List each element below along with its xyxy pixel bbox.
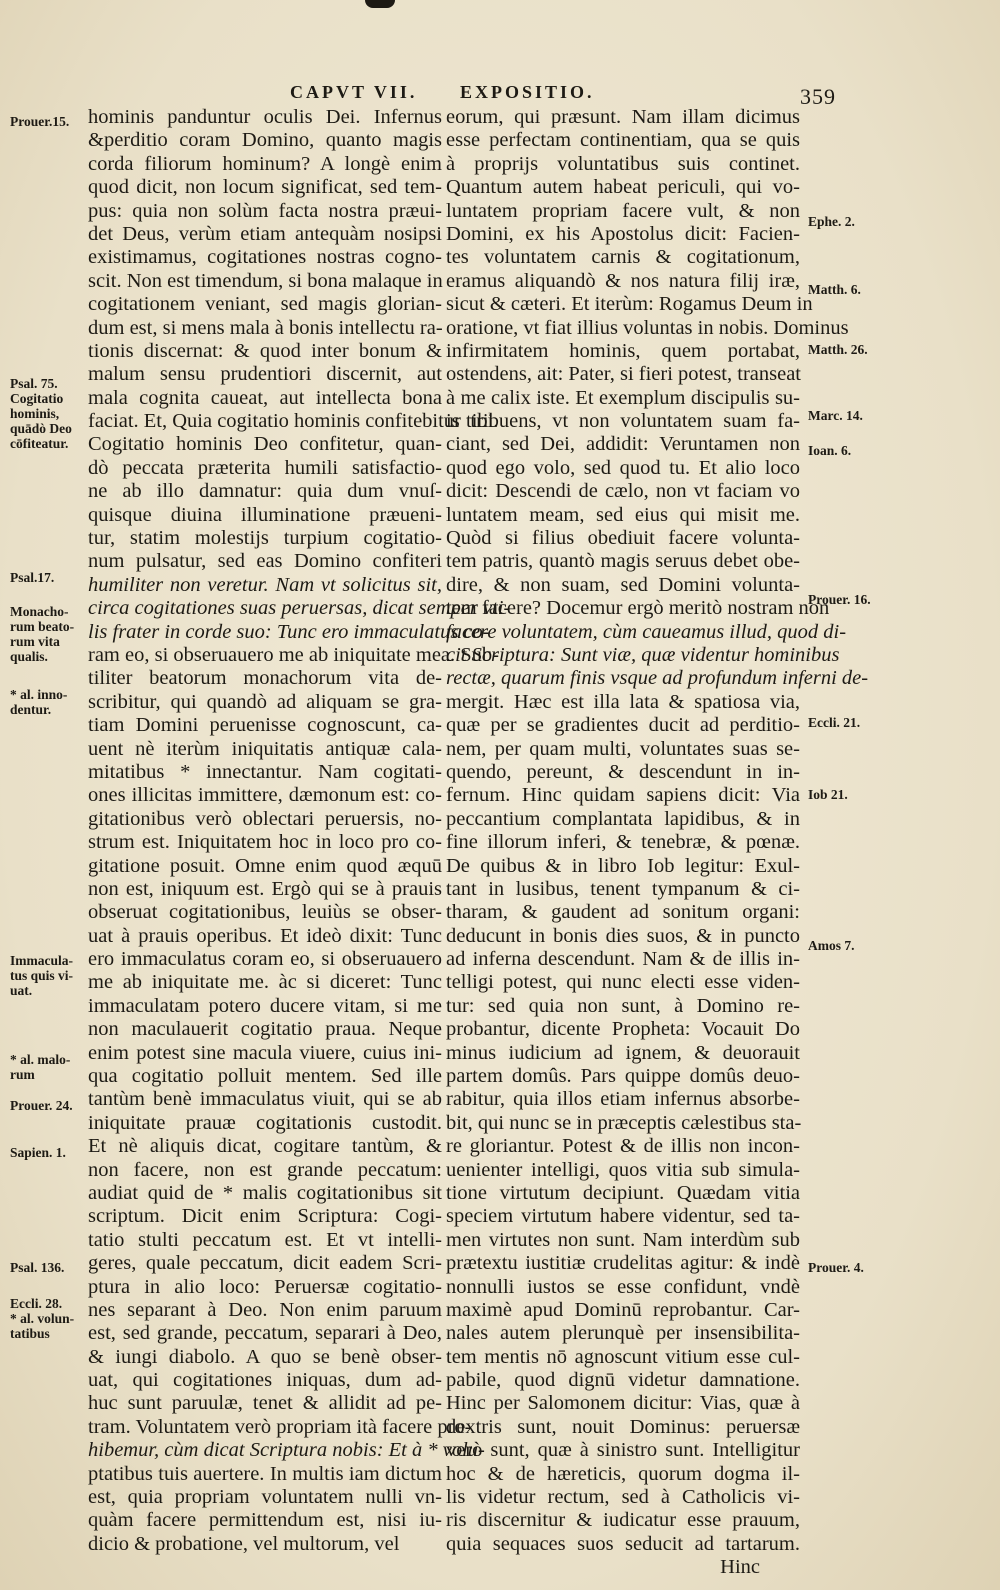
text-line: uat à prauis operibus. Et ideò dixit: Tunc: [88, 924, 442, 947]
text-line: faciat. Et, Quia cogitatio hominis confitebitur tibi.: [88, 410, 499, 433]
text-line: num pulsatur, sed eas Domino confiteri: [88, 550, 442, 573]
text-line: quod ego volo, sed quod tu. Et alio loco: [446, 456, 800, 479]
text-line: ne ab illo damnatur: quia dum vnuſ-: [88, 480, 442, 503]
margin-note: Marc. 14.: [808, 408, 863, 423]
text-line: scribitur, qui quandò ad aliquam se gra-: [88, 690, 442, 713]
text-line: nes separant à Deo. Non enim paruum: [88, 1298, 442, 1321]
text-line: tem patris, quantò magis seruus debet obe-: [446, 550, 800, 573]
text-line: dicio & probatione, vel multorum, vel: [88, 1532, 400, 1555]
text-line: minus iudicium ad ignem, & deuorauit: [446, 1041, 800, 1064]
text-line: tem mentis nō agnoscunt vitium esse cul-: [446, 1345, 800, 1368]
text-line: peccantium complantata lapidibus, & in: [446, 807, 800, 830]
text-line: hoc & de hæreticis, quorum dogma il-: [446, 1462, 800, 1485]
margin-note: Prouer. 24.: [10, 1098, 73, 1113]
text-line: à me calix iste. Et exemplum discipulis su-: [446, 386, 800, 409]
text-line: non facere, non est grande peccatum:: [88, 1158, 442, 1181]
text-line: ciant, sed Dei, addidit: Veruntamen non: [446, 433, 800, 456]
text-line: tione virtutum decipiunt. Quædam vitia: [446, 1181, 800, 1204]
text-line: luntatem meam, sed eius qui misit me.: [446, 503, 800, 526]
text-line: is tribuens, vt non voluntatem suam fa-: [446, 410, 800, 433]
text-line: tharam, & gaudent ad sonitum organi:: [446, 901, 800, 924]
text-line: uent nè iterùm iniquitatis antiquæ cala-: [88, 737, 442, 760]
text-line: lis frater in corde suo: Tunc ero immaculatus co-: [88, 620, 490, 643]
text-line: rectæ, quarum finis vsque ad profundum inferni de-: [446, 667, 869, 690]
text-line: quod dicit, non locum significat, sed tem-: [88, 176, 442, 199]
text-line: sicut & cæteri. Et iterùm: Rogamus Deum in: [446, 293, 813, 316]
text-line: tantùm benè immaculatus viuit, qui se ab: [88, 1088, 442, 1111]
margin-note: Prouer. 4.: [808, 1260, 864, 1275]
text-line: corda filiorum hominum? A longè enim: [88, 152, 442, 175]
text-line: pabile, quod dignū videtur damnatione.: [446, 1369, 800, 1392]
margin-note: Matth. 6.: [808, 282, 861, 297]
text-line: tionis discernat: & quod inter bonum &: [88, 339, 442, 362]
text-line: iniquitate prauæ cogitationis custodit.: [88, 1111, 442, 1134]
text-line: ptatibus tuis auertere. In multis iam dictum: [88, 1462, 442, 1485]
text-line: rabitur, quia illos etiam infernus absorbe-: [446, 1088, 800, 1111]
text-line: dicit: Descendi de cælo, non vt faciam vo: [446, 480, 800, 503]
text-line: infirmitatem hominis, quem portabat,: [446, 339, 800, 362]
text-line: quia sequaces suos seducit ad tartarum.: [446, 1532, 800, 1555]
text-line: cit Scriptura: Sunt viæ, quæ videntur hominibus: [446, 643, 840, 666]
text-line: De quibus & in libro Iob legitur: Exul-: [446, 854, 800, 877]
text-line: &perditio coram Domino, quanto magis: [88, 129, 442, 152]
text-line: obseruat cogitationibus, leuiùs se obser-: [88, 901, 442, 924]
text-line: tant in lusibus, tenent tympanum & ci-: [446, 877, 800, 900]
text-line: facere voluntatem, cùm caueamus illud, quod di-: [446, 620, 847, 643]
text-line: nem, per quam multi, voluntates suas se-: [446, 737, 800, 760]
margin-note: Amos 7.: [808, 938, 855, 953]
text-line: tur, statim molestijs turpium cogitatio-: [88, 527, 442, 550]
text-line: ostendens, ait: Pater, si fieri potest, transeat: [446, 363, 801, 386]
binding-mark: [365, 0, 395, 8]
text-line: scit. Non est timendum, si bona malaque in: [88, 269, 443, 292]
text-line: mala cognita caueat, aut intellecta bona: [88, 386, 442, 409]
text-line: est, sed grande, peccatum, separari à Deo,: [88, 1322, 442, 1345]
text-line: quàm facere permittendum est, nisi iu-: [88, 1509, 442, 1532]
margin-note: Ioan. 6.: [808, 443, 852, 458]
text-line: ad inferna descendunt. Nam & de illis in-: [446, 948, 800, 971]
text-line: prætextu iustitiæ crudelitas agitur: & indè: [446, 1252, 800, 1275]
margin-note: Psal. 75. Cogitatio hominis, quādò Deo cōfiteatur.: [10, 376, 72, 451]
text-line: maximè apud Dominū reprobantur. Car-: [446, 1298, 800, 1321]
text-line: fernum. Hinc quidam sapiens dicit: Via: [446, 784, 800, 807]
margin-note: * al. malo- rum: [10, 1052, 71, 1082]
text-line: esse perfectam continentiam, qua se quis: [446, 129, 800, 152]
text-line: pus: quia non solùm facta nostra præui-: [88, 199, 442, 222]
text-line: men virtutes non sunt. Nam interdùm sub: [446, 1228, 800, 1251]
text-line: tiam Domini peruenisse cognoscunt, ca-: [88, 714, 442, 737]
text-line: Cogitatio hominis Deo confitetur, quan-: [88, 433, 442, 456]
text-line: enim potest sine macula viuere, cuius ini-: [88, 1041, 442, 1064]
text-line: dò peccata præterita humili satisfactio-: [88, 456, 442, 479]
margin-note: Immacula- tus quis vi- uat.: [10, 953, 74, 998]
text-line: tiliter beatorum monachorum vita de-: [88, 667, 442, 690]
margin-note: Psal. 136.: [10, 1260, 65, 1275]
text-line: oratione, vt fiat illius voluntas in nobis. Dominus: [446, 316, 849, 339]
text-line: ones illicitas immittere, dæmonum est: co-: [88, 784, 442, 807]
text-line: tram. Voluntatem verò propriam ità facere pro-: [88, 1415, 472, 1438]
text-line: det Deus, verùm etiam antequàm nosipsi: [88, 222, 442, 245]
text-line: uenienter intelligi, quos vitia sub simula-: [446, 1158, 800, 1181]
text-line: me ab iniquitate me. àc si diceret: Tunc: [88, 971, 442, 994]
margin-note: Sapien. 1.: [10, 1145, 66, 1160]
text-line: fine illorum inferi, & tenebræ, & pœnæ.: [446, 831, 800, 854]
text-line: uat, qui cogitationes iniquas, dum ad-: [88, 1369, 442, 1392]
text-line: gitationibus verò oblectari peruersis, no-: [88, 807, 442, 830]
text-line: scriptum. Dicit enim Scriptura: Cogi-: [88, 1205, 442, 1228]
text-line: Hinc per Salomonem dicitur: Vias, quæ à: [446, 1392, 800, 1415]
text-line: lis videtur rectum, sed à Catholicis vi-: [446, 1486, 800, 1509]
left-text-column: [88, 106, 511, 1556]
text-line: luntatem propriam facere vult, & non: [446, 199, 800, 222]
text-line: Quòd si filius obediuit facere volunta-: [446, 527, 800, 550]
margin-note: Psal.17.: [10, 570, 55, 585]
text-line: partem domûs. Pars quippe domûs deuo-: [446, 1065, 800, 1088]
page-number: 359: [800, 84, 836, 109]
text-line: eramus aliquandò & nos natura filij iræ,: [446, 269, 800, 292]
text-line: nales autem plerunquè per insensibilita-: [446, 1322, 800, 1345]
text-line: immaculatam potero ducere vitam, si me: [88, 994, 442, 1017]
margin-note: Matth. 26.: [808, 342, 868, 357]
text-line: humiliter non veretur. Nam vt solicitus sit,: [88, 573, 442, 596]
text-line: mitatibus * innectantur. Nam cogitati-: [88, 760, 442, 783]
text-line: gitatione posuit. Omne enim quod æquū: [88, 854, 442, 877]
text-line: existimamus, cogitationes nostras cogno-: [88, 246, 442, 269]
text-line: Et nè aliquis dicat, cogitare tantùm, &: [88, 1135, 442, 1158]
margin-note: * al. inno- dentur.: [10, 687, 68, 717]
text-line: circa cogitationes suas peruersas, dicat semper vti-: [88, 597, 511, 620]
text-line: tes voluntatem carnis & cogitationum,: [446, 246, 800, 269]
text-line: dextris sunt, nouit Dominus: peruersæ: [446, 1415, 800, 1438]
text-line: mergit. Hæc est illa lata & spatiosa via,: [446, 690, 800, 713]
text-line: dum est, si mens mala à bonis intellectu ra-: [88, 316, 443, 339]
text-line: est, quia propriam voluntatem nulli vn-: [88, 1486, 442, 1509]
text-line: quisque diuina illuminatione præueni-: [88, 503, 442, 526]
text-line: à proprijs voluntatibus suis continet.: [446, 152, 800, 175]
text-line: tur: sed quia non sunt, à Domino re-: [446, 994, 800, 1017]
text-line: verò sunt, quæ à sinistro sunt. Intelligitur: [446, 1439, 800, 1462]
text-line: re gloriantur. Potest & de illis non incon-: [446, 1135, 800, 1158]
text-line: strum est. Iniquitatem hoc in loco pro co-: [88, 831, 442, 854]
text-line: geres, quale peccatum, dicit eadem Scri-: [88, 1252, 442, 1275]
text-line: ris discernitur & iudicatur esse prauum,: [446, 1509, 800, 1532]
text-line: cogitationem veniant, sed magis glorian-: [88, 293, 442, 316]
margin-note: Ephe. 2.: [808, 214, 855, 229]
text-line: eorum, qui præsunt. Nam illam dicimus: [446, 106, 800, 128]
text-line: bit, qui nunc se in præceptis cælestibus sta-: [446, 1111, 802, 1134]
running-head-chapter: CAPVT VII.: [290, 82, 418, 102]
text-line: telligi potest, qui nunc electi esse viden-: [446, 971, 800, 994]
text-line: hominis panduntur oculis Dei. Infernus: [88, 106, 442, 128]
margin-note: Eccli. 28. * al. volun- tatibus: [10, 1296, 75, 1341]
text-line: Domini, ex his Apostolus dicit: Facien-: [446, 222, 800, 245]
text-line: dire, & non suam, sed Domini volunta-: [446, 573, 800, 596]
text-line: hibemur, cùm dicat Scriptura nobis: Et à * volu-: [88, 1439, 485, 1462]
text-line: malum sensu prudentiori discernit, aut: [88, 363, 442, 386]
text-line: quæ per se gradientes ducit ad perditio-: [446, 714, 800, 737]
text-line: qua cogitatio polluit mentem. Sed ille: [88, 1065, 442, 1088]
running-head-section: EXPOSITIO.: [460, 82, 595, 102]
text-line: non maculauerit cogitatio praua. Neque: [88, 1018, 442, 1041]
margin-note: Monacho- rum beato- rum vita qualis.: [10, 604, 75, 664]
text-line: ptura in alio loco: Peruersæ cogitatio-: [88, 1275, 442, 1298]
text-line: & iungi diabolo. A quo se benè obser-: [88, 1345, 442, 1368]
text-line: probantur, dicente Propheta: Vocauit Do: [446, 1018, 800, 1041]
text-line: Hinc: [720, 1556, 760, 1579]
text-line: deducunt in bonis dies suos, & in puncto: [446, 924, 800, 947]
text-line: Quantum autem habeat periculi, qui vo-: [446, 176, 800, 199]
text-line: nonnulli iustos se esse confidunt, vndè: [446, 1275, 800, 1298]
text-line: tatio stulti peccatum est. Et vt intelli-: [88, 1228, 442, 1251]
margin-note: Iob 21.: [808, 787, 848, 802]
margin-note: Eccli. 21.: [808, 715, 861, 730]
text-line: speciem virtutum habere videntur, sed ta-: [446, 1205, 800, 1228]
text-line: ram eo, si obseruauero me ab iniquitate mea. Sub-: [88, 643, 500, 666]
text-line: tem facere? Docemur ergò meritò nostram non: [446, 597, 830, 620]
text-line: quendo, pereunt, & descendunt in in-: [446, 760, 800, 783]
text-line: ero immaculatus coram eo, si obseruauero: [88, 948, 442, 971]
text-line: huc sunt paruulæ, tenet & allidit ad pe-: [88, 1392, 442, 1415]
text-line: audiat quid de * malis cogitationibus sit: [88, 1181, 442, 1204]
margin-note: Prouer. 16.: [808, 592, 871, 607]
text-line: non est, iniquum est. Ergò qui se à prauis: [88, 877, 442, 900]
margin-note: Prouer.15.: [10, 114, 70, 129]
